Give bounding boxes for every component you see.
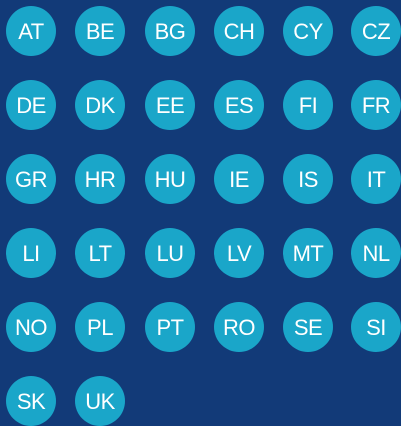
- country-se-label: SE: [293, 315, 323, 340]
- country-hr-label: HR: [84, 167, 116, 192]
- country-lu-button[interactable]: [145, 228, 195, 278]
- country-at-button[interactable]: [6, 6, 56, 56]
- country-ch-button[interactable]: [214, 6, 264, 56]
- country-hu-label: HU: [154, 167, 186, 192]
- country-at-label: AT: [18, 19, 44, 44]
- country-fr-label: FR: [361, 93, 391, 118]
- country-cy-label: CY: [293, 19, 323, 44]
- country-gr-label: GR: [15, 167, 47, 192]
- country-li-label: LI: [22, 241, 40, 266]
- country-de-label: DE: [16, 93, 46, 118]
- country-de-button[interactable]: [6, 80, 56, 130]
- country-lv-label: LV: [226, 241, 252, 266]
- country-uk-label: UK: [85, 389, 115, 414]
- country-mt-button[interactable]: [283, 228, 333, 278]
- country-ie-label: IE: [229, 167, 249, 192]
- country-cy-button[interactable]: [283, 6, 333, 56]
- country-cz-button[interactable]: [351, 6, 401, 56]
- country-pt-button[interactable]: [145, 302, 195, 352]
- country-es-label: ES: [224, 93, 254, 118]
- country-fi-label: FI: [298, 93, 318, 118]
- country-lt-button[interactable]: [75, 228, 125, 278]
- country-ee-label: EE: [155, 93, 185, 118]
- country-uk-button[interactable]: [75, 376, 125, 426]
- country-ie-button[interactable]: [214, 154, 264, 204]
- country-be-label: BE: [85, 19, 115, 44]
- country-bg-button[interactable]: [145, 6, 195, 56]
- country-dk-label: DK: [85, 93, 115, 118]
- country-se-button[interactable]: [283, 302, 333, 352]
- country-gr-button[interactable]: [6, 154, 56, 204]
- country-pl-button[interactable]: [75, 302, 125, 352]
- country-hu-button[interactable]: [145, 154, 195, 204]
- country-sk-button[interactable]: [6, 376, 56, 426]
- country-fi-button[interactable]: [283, 80, 333, 130]
- country-it-button[interactable]: [351, 154, 401, 204]
- country-pt-label: PT: [156, 315, 184, 340]
- country-cz-label: CZ: [361, 19, 391, 44]
- country-is-label: IS: [298, 167, 318, 192]
- country-mt-label: MT: [292, 241, 324, 266]
- country-nl-label: NL: [362, 241, 390, 266]
- country-ch-label: CH: [223, 19, 255, 44]
- country-lt-label: LT: [88, 241, 112, 266]
- country-es-button[interactable]: [214, 80, 264, 130]
- country-dk-button[interactable]: [75, 80, 125, 130]
- country-li-button[interactable]: [6, 228, 56, 278]
- country-be-button[interactable]: [75, 6, 125, 56]
- country-it-label: IT: [366, 167, 386, 192]
- country-lu-label: LU: [156, 241, 184, 266]
- country-ro-label: RO: [223, 315, 255, 340]
- country-si-label: SI: [366, 315, 386, 340]
- country-fr-button[interactable]: [351, 80, 401, 130]
- country-lv-button[interactable]: [214, 228, 264, 278]
- country-no-label: NO: [15, 315, 47, 340]
- country-si-button[interactable]: [351, 302, 401, 352]
- country-sk-label: SK: [16, 389, 46, 414]
- country-nl-button[interactable]: [351, 228, 401, 278]
- country-no-button[interactable]: [6, 302, 56, 352]
- country-ee-button[interactable]: [145, 80, 195, 130]
- country-hr-button[interactable]: [75, 154, 125, 204]
- country-pl-label: PL: [87, 315, 113, 340]
- country-ro-button[interactable]: [214, 302, 264, 352]
- country-bg-label: BG: [154, 19, 186, 44]
- country-is-button[interactable]: [283, 154, 333, 204]
